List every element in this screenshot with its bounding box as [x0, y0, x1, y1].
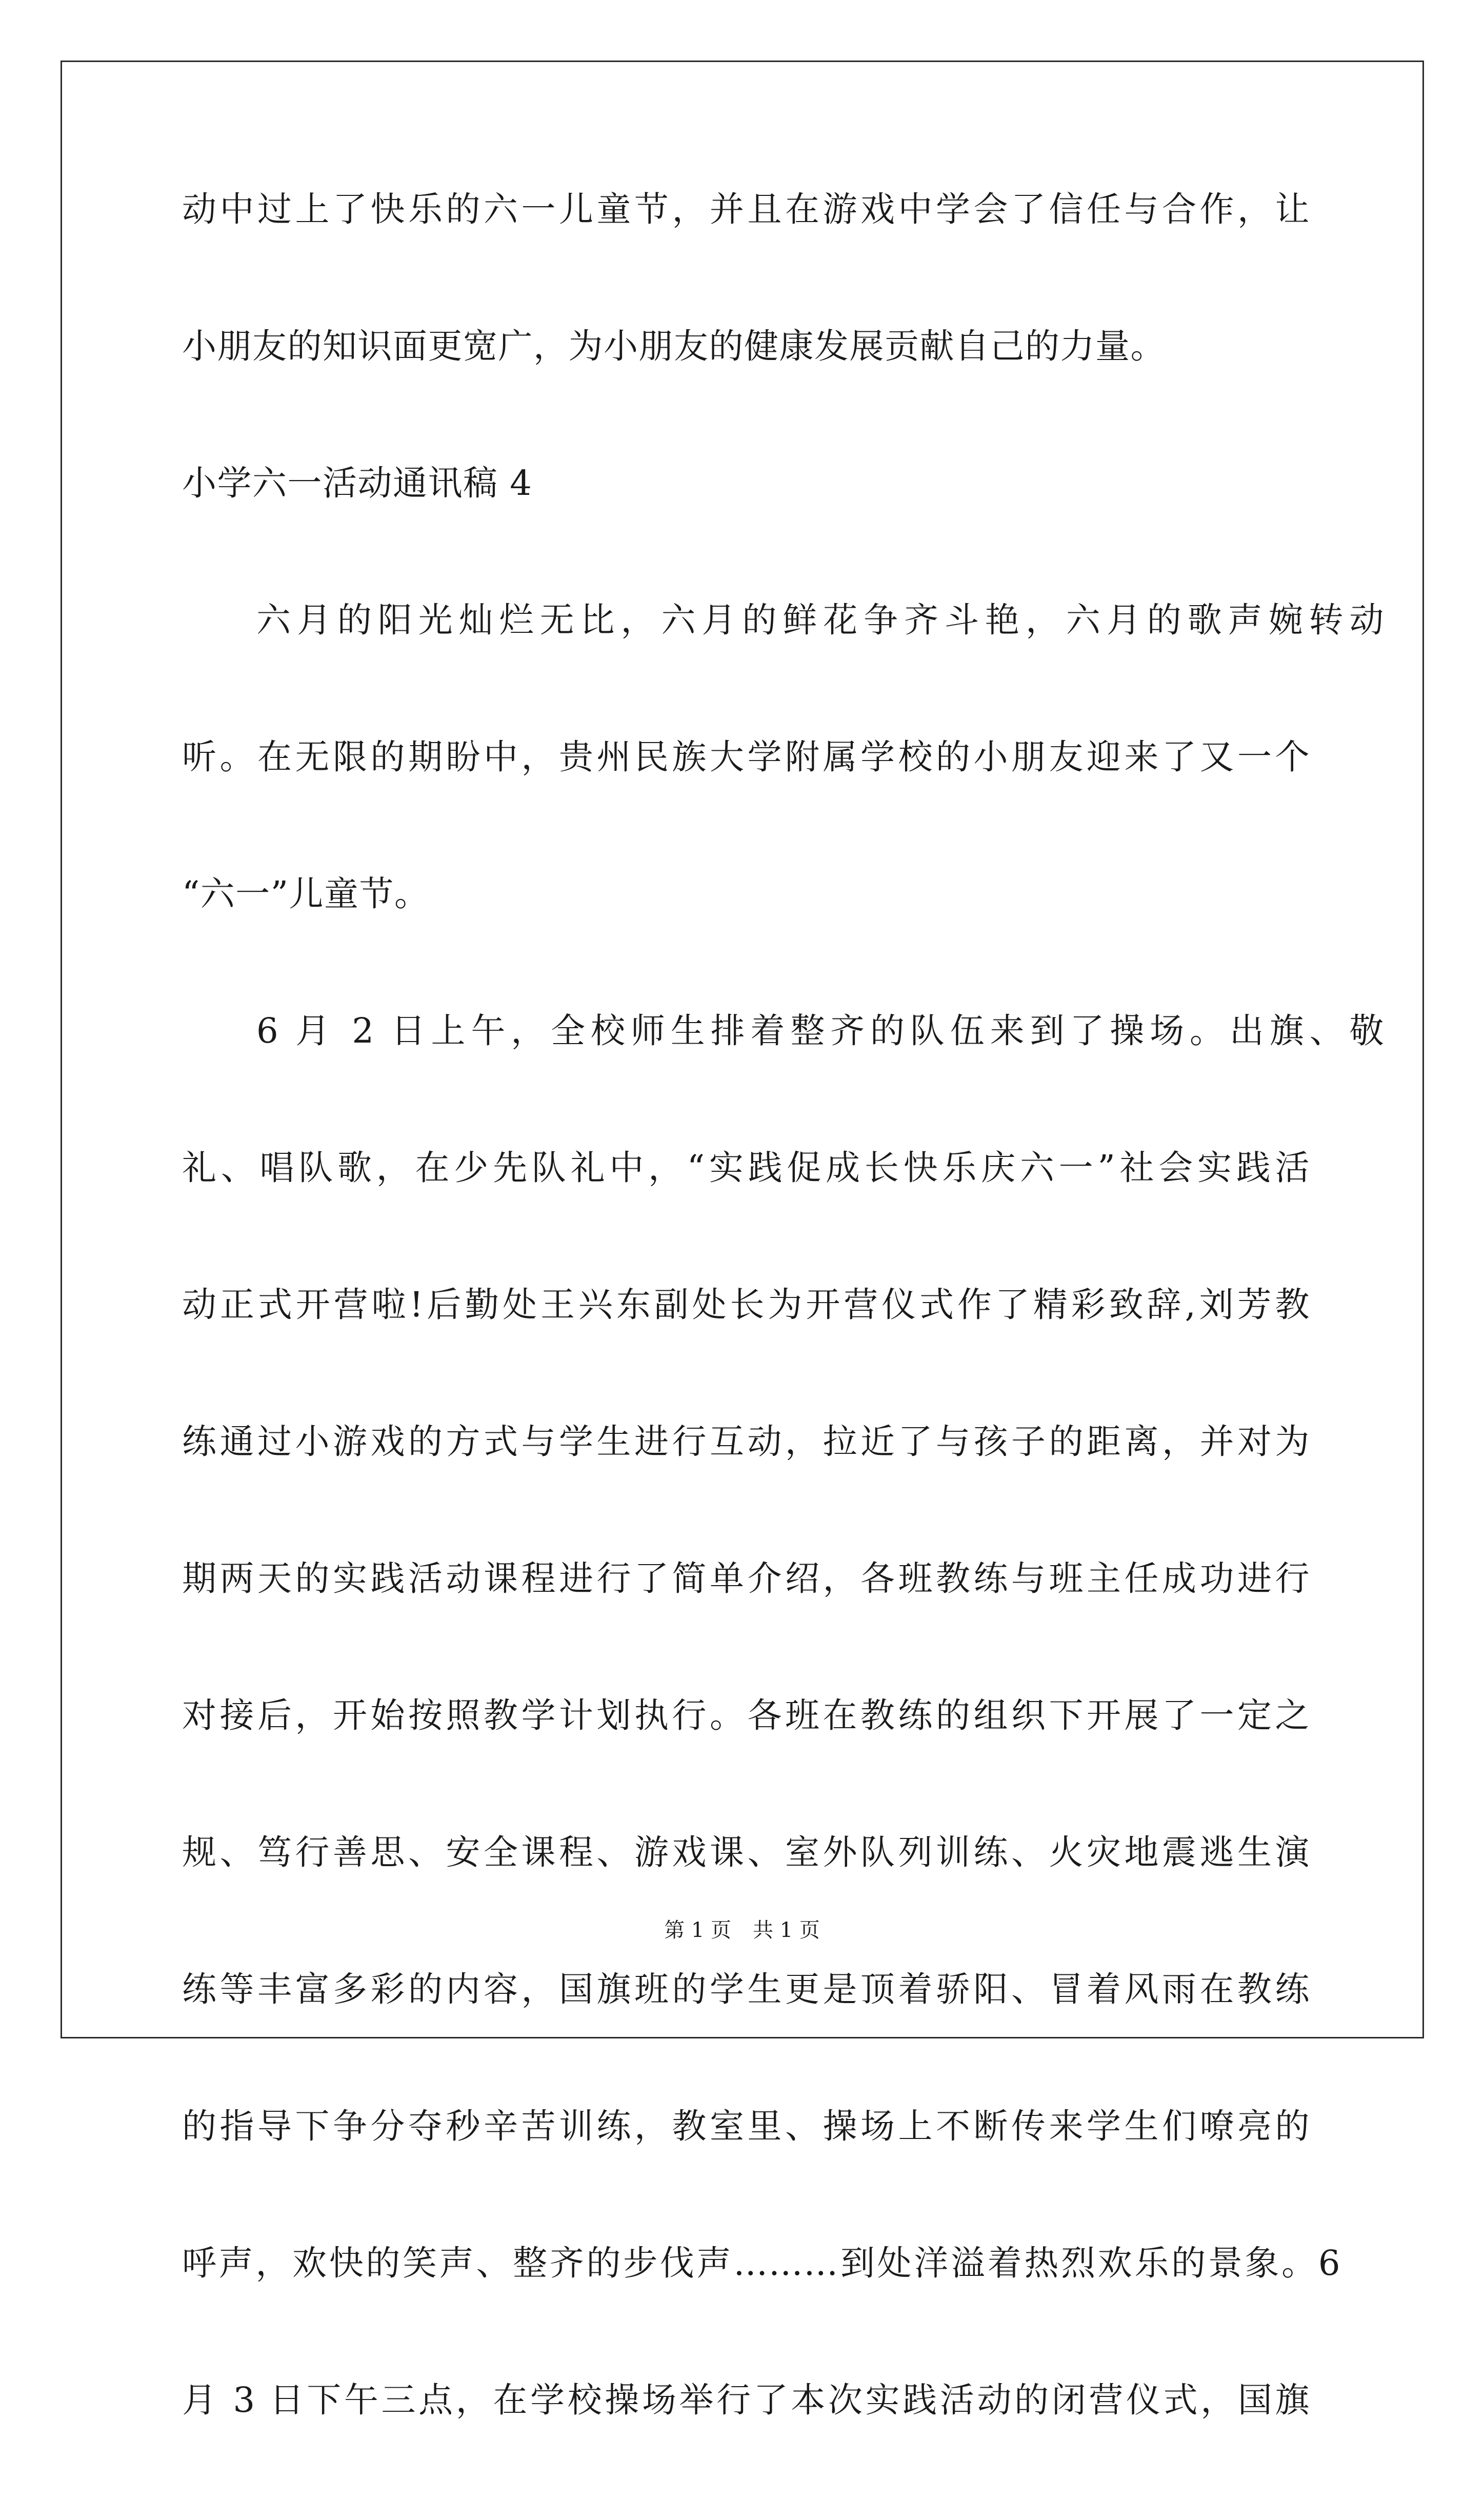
text-line: 呼声，欢快的笑声、整齐的步伐声………到处洋溢着热烈欢乐的景象。6: [182, 2243, 1341, 2283]
text-line: 礼、唱队歌，在少先队礼中，“实践促成长快乐庆六一”社会实践活: [182, 1148, 1310, 1188]
text-line: 6 月 2 日上午，全校师生排着整齐的队伍来到了操场。出旗、敬: [256, 1011, 1385, 1051]
page-footer: [0, 1920, 1484, 1941]
text-line: 练通过小游戏的方式与学生进行互动，拉近了与孩子的距离，并对为: [182, 1422, 1310, 1462]
text-line: 练等丰富多彩的内容，国旗班的学生更是顶着骄阳、冒着风雨在教练: [182, 1969, 1310, 2009]
text-line: 对接后，开始按照教学计划执行。各班在教练的组织下开展了一定之: [182, 1695, 1310, 1735]
text-line: 动正式开营啦!后勤处王兴东副处长为开营仪式作了精彩致辞,刘芳教: [182, 1285, 1310, 1325]
text-line: 听。在无限的期盼中，贵州民族大学附属学校的小朋友迎来了又一个: [182, 737, 1310, 777]
section-heading: 小学六一活动通讯稿 4: [182, 463, 533, 503]
text-line: 的指导下争分夺秒辛苦训练，教室里、操场上不断传来学生们嘹亮的: [182, 2106, 1310, 2146]
text-line: “六一”儿童节。: [182, 874, 430, 914]
text-line: 小朋友的知识面更宽广，为小朋友的健康发展贡献自己的力量。: [182, 326, 1166, 366]
page-total: 共 1 页: [753, 1918, 820, 1942]
text-line: 规、笃行善思、安全课程、游戏课、室外队列训练、火灾地震逃生演: [182, 1832, 1310, 1872]
text-line: 六月的阳光灿烂无比，六月的鲜花争齐斗艳，六月的歌声婉转动: [256, 600, 1385, 640]
text-line: 动中过上了快乐的六一儿童节，并且在游戏中学会了信任与合作，让: [182, 189, 1310, 229]
document-body: [182, 189, 1385, 2520]
text-line: 月 3 日下午三点，在学校操场举行了本次实践活动的闭营仪式，国旗: [182, 2380, 1310, 2420]
page-number: 第 1 页: [664, 1918, 731, 1942]
text-line: 期两天的实践活动课程进行了简单介绍，各班教练与班主任成功进行: [182, 1558, 1310, 1598]
